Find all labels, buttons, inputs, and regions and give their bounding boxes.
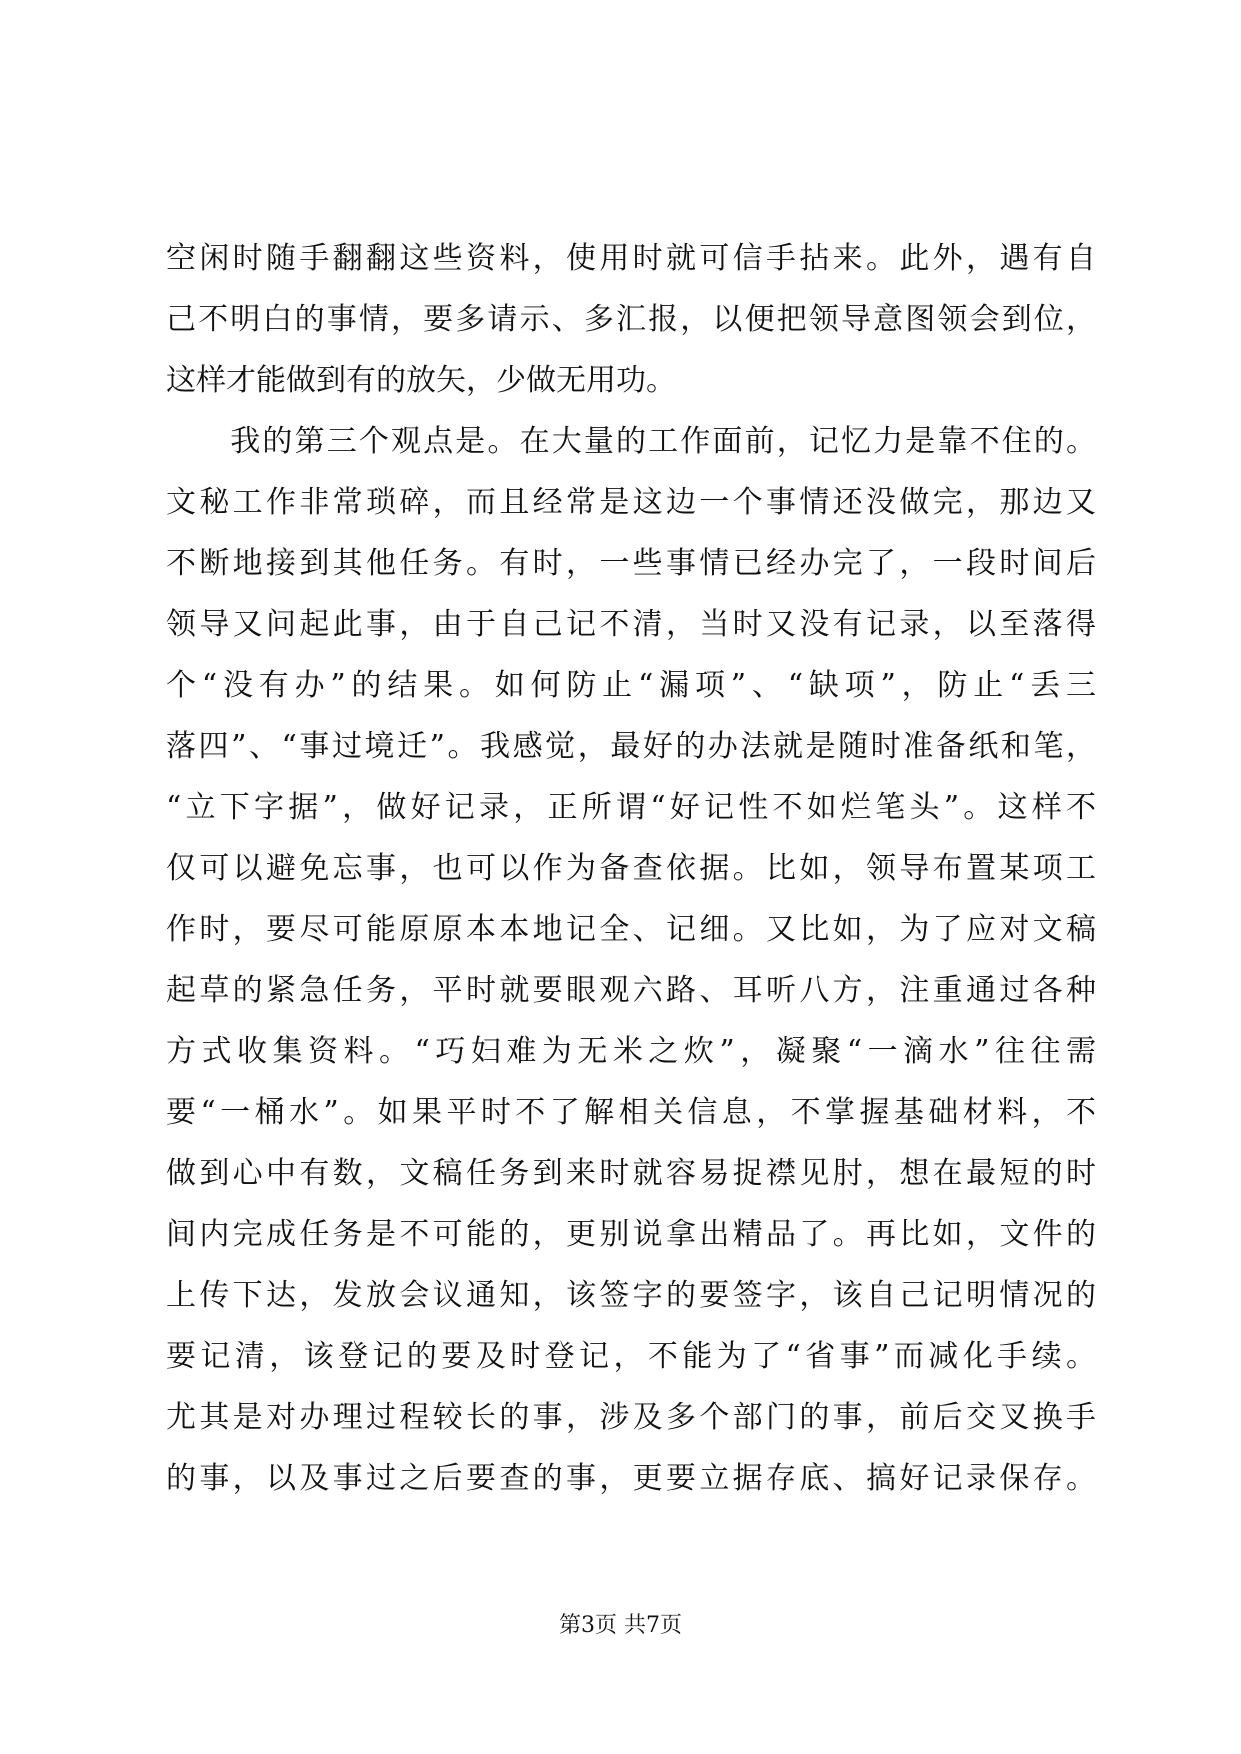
text-line: 要“一桶水”。如果平时不了解相关信息，不掌握基础材料，不 bbox=[166, 1095, 1096, 1130]
page-number-footer: 第3页 共7页 bbox=[559, 1613, 682, 1638]
text-line: “立下字据”，做好记录，正所谓“好记性不如烂笔头”。这样不 bbox=[166, 790, 1096, 825]
text-line: 尤其是对办理过程较长的事，涉及多个部门的事，前后交叉换手 bbox=[166, 1400, 1096, 1435]
body-text bbox=[166, 228, 1096, 1509]
text-line: 空闲时随手翻翻这些资料，使用时就可信手拈来。此外，遇有自 bbox=[166, 241, 1096, 276]
text-line: 的事，以及事过之后要查的事，更要立据存底、搞好记录保存。 bbox=[166, 1461, 1096, 1496]
text-line: 我的第三个观点是。在大量的工作面前，记忆力是靠不住的。 bbox=[166, 424, 1096, 459]
text-line: 文秘工作非常琐碎，而且经常是这边一个事情还没做完，那边又 bbox=[166, 485, 1096, 520]
text-line: 要记清，该登记的要及时登记，不能为了“省事”而减化手续。 bbox=[166, 1339, 1096, 1374]
text-line: 这样才能做到有的放矢，少做无用功。 bbox=[166, 363, 676, 398]
text-line: 起草的紧急任务，平时就要眼观六路、耳听八方，注重通过各种 bbox=[166, 973, 1096, 1008]
text-line: 己不明白的事情，要多请示、多汇报，以便把领导意图领会到位， bbox=[166, 302, 1096, 337]
text-line: 落四”、“事过境迁”。我感觉，最好的办法就是随时准备纸和笔， bbox=[166, 729, 1096, 764]
text-line: 做到心中有数，文稿任务到来时就容易捉襟见肘，想在最短的时 bbox=[166, 1156, 1096, 1191]
text-line: 方式收集资料。“巧妇难为无米之炊”，凝聚“一滴水”往往需 bbox=[166, 1034, 1096, 1069]
text-line: 作时，要尽可能原原本本地记全、记细。又比如，为了应对文稿 bbox=[166, 912, 1096, 947]
text-line: 领导又问起此事，由于自己记不清，当时又没有记录，以至落得 bbox=[166, 607, 1096, 642]
text-line: 仅可以避免忘事，也可以作为备查依据。比如，领导布置某项工 bbox=[166, 851, 1096, 886]
text-line: 上传下达，发放会议通知，该签字的要签字，该自己记明情况的 bbox=[166, 1278, 1096, 1313]
text-line: 不断地接到其他任务。有时，一些事情已经办完了，一段时间后 bbox=[166, 546, 1096, 581]
text-line: 个“没有办”的结果。如何防止“漏项”、“缺项”，防止“丢三 bbox=[166, 668, 1096, 703]
text-line: 间内完成任务是不可能的，更别说拿出精品了。再比如，文件的 bbox=[166, 1217, 1096, 1252]
